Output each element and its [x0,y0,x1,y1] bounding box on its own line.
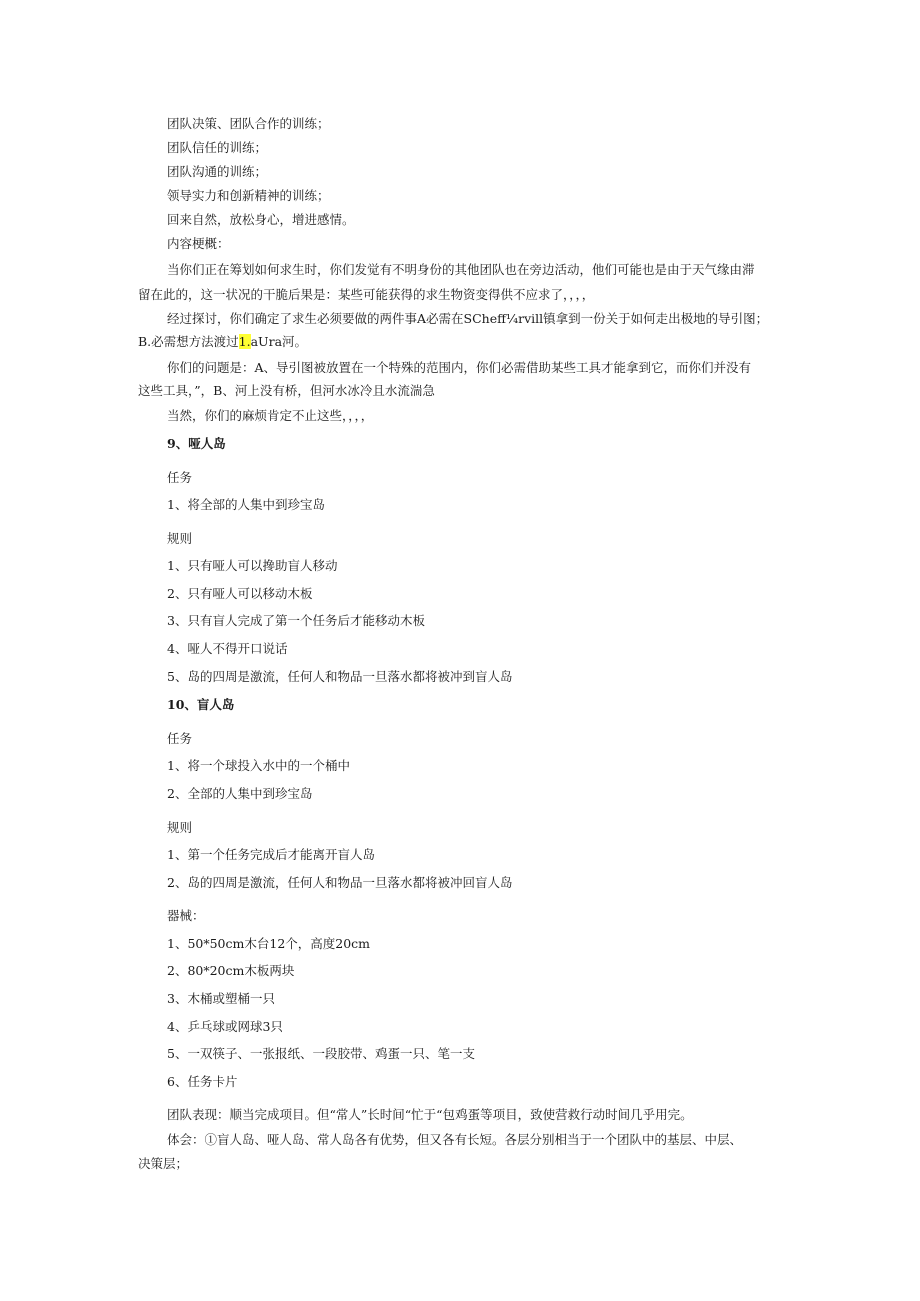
section-9-task-label: 任务 [167,470,193,485]
section-10-task-2: 2、全部的人集中到珍宝岛 [167,786,313,801]
section-9-rule-1: 1、只有哑人可以搀助盲人移动 [167,558,338,573]
section-10-rule-1: 1、第一个任务完成后才能离开盲人岛 [167,847,375,862]
paragraph-1-line-2: 留在此的，这一状况的干脆后果是：某些可能获得的求生物资变得供不应求了，，，， [138,287,595,302]
section-9-rule-4: 4、哑人不得开口说话 [167,641,288,656]
section-9-heading: 9、哑人岛 [167,436,226,451]
equipment-item-1: 1、50*50cm木台12个，高度20cm [167,936,371,951]
equipment-item-3: 3、木桶或塑桶一只 [167,991,275,1006]
equipment-item-6: 6、任务卡片 [167,1074,238,1089]
section-9-rule-3: 3、只有盲人完成了第一个任务后才能移动木板 [167,613,425,628]
goal-line-1: 团队决策、团队合作的训练； [167,116,330,131]
section-10-task-label: 任务 [167,731,193,746]
summary-heading: 内容梗概： [167,236,230,251]
equipment-item-2: 2、80*20cm木板两块 [167,963,295,978]
section-9-rule-5: 5、岛的四周是激流，任何人和物品一旦落水都将被冲到盲人岛 [167,669,513,684]
reflection-line-1: 体会：①盲人岛、哑人岛、常人岛各有优势，但又各有长短。各层分别相当于一个团队中的基层、中层、 [167,1132,743,1147]
paragraph-1-line-1: 当你们正在筹划如何求生时，你们发觉有不明身份的其他团队也在旁边活动，他们可能也是由于天气缘由滞 [167,262,755,277]
equipment-label: 器械： [167,908,205,923]
goal-line-2: 团队信任的训练； [167,140,268,155]
section-9-rule-2: 2、只有哑人可以移动木板 [167,586,313,601]
paragraph-3-line-1: 你们的问题是：A、导引图被放置在一个特殊的范围内，你们必需借助某些工具才能拿到它，而你们并没有 [167,360,752,375]
goal-line-4: 领导实力和创新精神的训练； [167,188,330,203]
paragraph-4: 当然，你们的麻烦肯定不止这些，，，， [167,408,374,423]
section-10-heading: 10、盲人岛 [167,697,235,712]
equipment-item-4: 4、乒乓球或网球3只 [167,1019,283,1034]
section-10-rule-2: 2、岛的四周是激流，任何人和物品一旦落水都将被冲回盲人岛 [167,875,513,890]
goal-line-3: 团队沟通的训练； [167,164,268,179]
team-performance: 团队表现：顺当完成项目。但“常人”长时间“忙于“包鸡蛋等项目，致使营救行动时间几乎用完。 [167,1107,693,1122]
reflection-line-2: 决策层； [138,1156,189,1171]
equipment-item-5: 5、一双筷子、一张报纸、一段胶带、鸡蛋一只、笔一支 [167,1046,475,1061]
highlighted-text: 1. [238,334,251,349]
section-10-rules-label: 规则 [167,820,193,835]
paragraph-2-suffix: aUra河。 [250,334,308,349]
paragraph-2-prefix: B.必需想方法渡过 [138,334,239,349]
section-9-rules-label: 规则 [167,531,193,546]
goal-line-5: 回来自然，放松身心，增进感情。 [167,212,355,227]
paragraph-2-line-2 [138,334,307,350]
paragraph-2-line-1: 经过探讨，你们确定了求生必须要做的两件事A必需在SCheff¼rvill镇拿到一份关于如何走出极地的导引图； [167,311,769,326]
section-9-task-1: 1、将全部的人集中到珍宝岛 [167,497,325,512]
section-10-task-1: 1、将一个球投入水中的一个桶中 [167,758,350,773]
paragraph-3-line-2: 这些工具，”，B、河上没有桥，但河水冰冷且水流湍急 [138,383,435,398]
